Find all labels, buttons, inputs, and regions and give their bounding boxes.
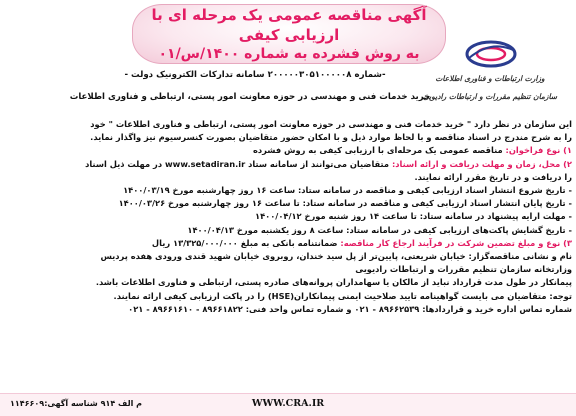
footer-bar: [0, 393, 576, 416]
tender-title: خرید خدمات فنی و مهندسی در حوزه معاونت امور پستی، ارتباطی و فناوری اطلاعات: [69, 92, 431, 102]
address-line-1: نام و نشانی مناقصه‌گزار: خیابان شریعتی، پایین‌تر از پل سید خندان، روبروی خیابان شهید قندی ورودی هفده پردیس: [100, 251, 572, 262]
section-2-label: ۲) محل، زمان و مهلت دریافت و ارائه اسناد:: [391, 158, 572, 169]
contact-line: شماره تماس اداره خرید و قراردادها: ۸۹۶۶۲۵۳۹ - ۰۲۱ و شماره تماس واحد فنی: ۸۹۶۶۱۸۲۲ - ۸۹۶۶۱۶۱۰ - ۰۲۱: [128, 303, 572, 314]
section-1-text: مناقصه عمومی یک مرحله‌ای با ارزیابی کیفی به روش فشرده: [252, 145, 506, 156]
intro-line-2: را به شرح مندرج در اسناد مناقصه و با لحاظ موارد ذیل و با امکان حضور متقاضیان بصورت کنسرسیوم نیز واگذار نماید.: [90, 132, 572, 143]
notice-subtitle: به روش فشرده به شماره ۱۴۰۰/س/۰۱: [158, 45, 420, 62]
note-line-1: پیمانکار در طول مدت قرارداد نباید از مالکان یا سهامداران پروانه‌های صادره پستی، ارتباطی و فناوری اطلاعات باشد.: [95, 277, 572, 288]
intro-line-1: این سازمان در نظر دارد " خرید خدمات فنی و مهندسی در حوزه معاونت امور پستی، ارتباطی و فناوری اطلاعات " خود: [90, 119, 572, 129]
note-line-2: توجه: متقاضیان می بایست گواهینامه تایید صلاحیت ایمنی پیمانکاران(HSE) را در پاکت ارزیابی کیفی ارائه نمایند.: [113, 290, 572, 301]
section-1-label: ۱) نوع فراخوان:: [505, 145, 572, 156]
section-2-text: متقاضیان می‌توانند از سامانه ستاد www.setadiran.ir در مهلت ذیل اسناد: [85, 158, 392, 169]
section-1: [6, 144, 572, 157]
section-3-text: ضمانتنامه بانکی به مبلغ ۱۳/۳۲۵/۰۰۰/۰۰۰ ریال: [151, 237, 341, 248]
section-3-label: ۳) نوع و مبلغ تضمین شرکت در فرآیند ارجاع کار مناقصه:: [340, 237, 572, 248]
notice-code: م الف ۹۱۴ شناسه آگهی:۱۱۴۶۶۰۹: [10, 399, 142, 408]
tender-number: -شماره ۲۰۰۰۰۰۳۰۵۱۰۰۰۰۰۸ سامانه تدارکات الکترونیک دولت -: [124, 70, 386, 80]
address-line-2: وزارتخانه سازمان تنظیم مقررات و ارتباطات رادیویی: [355, 264, 572, 275]
website-link[interactable]: WWW.CRA.IR: [251, 398, 325, 409]
cra-logo-icon: [464, 38, 518, 70]
notice-title: آگهی مناقصه عمومی یک مرحله ای با ارزیابی کیفی: [151, 5, 427, 44]
date-start: - تاریخ شروع انتشار اسناد ارزیابی کیفی و مناقصه در سامانه ستاد: ساعت ۱۶ روز چهارشنبه مورخ ۱۴۰۰/۰۳/۱۹: [123, 185, 572, 196]
section-2: [6, 158, 572, 171]
section-2-continued: را دریافت و در تاریخ مقرر ارائه نمایند.: [414, 171, 572, 182]
ministry-name: وزارت ارتباطات و فناوری اطلاعات: [435, 74, 545, 83]
date-end: - تاریخ پایان انتشار اسناد ارزیابی کیفی و مناقصه در سامانه ستاد: تا ساعت ۱۶ روز چهارشنبه مورخ ۱۴۰۰/۰۳/۲۶: [118, 198, 572, 209]
title-banner: [132, 4, 446, 64]
notice-body: [6, 118, 572, 316]
organization-name: سازمان تنظیم مقررات و ارتباطات رادیویی: [422, 92, 558, 101]
section-3: [6, 237, 572, 250]
date-opening: - تاریخ گشایش پاکت‌های ارزیابی کیفی در سامانه ستاد: ساعت ۸ روز یکشنبه مورخ ۱۴۰۰/۰۴/۱۳: [187, 224, 572, 235]
date-deadline: - مهلت ارایه پیشنهاد در سامانه ستاد: تا ساعت ۱۴ روز شنبه مورخ ۱۴۰۰/۰۴/۱۲: [255, 211, 572, 222]
